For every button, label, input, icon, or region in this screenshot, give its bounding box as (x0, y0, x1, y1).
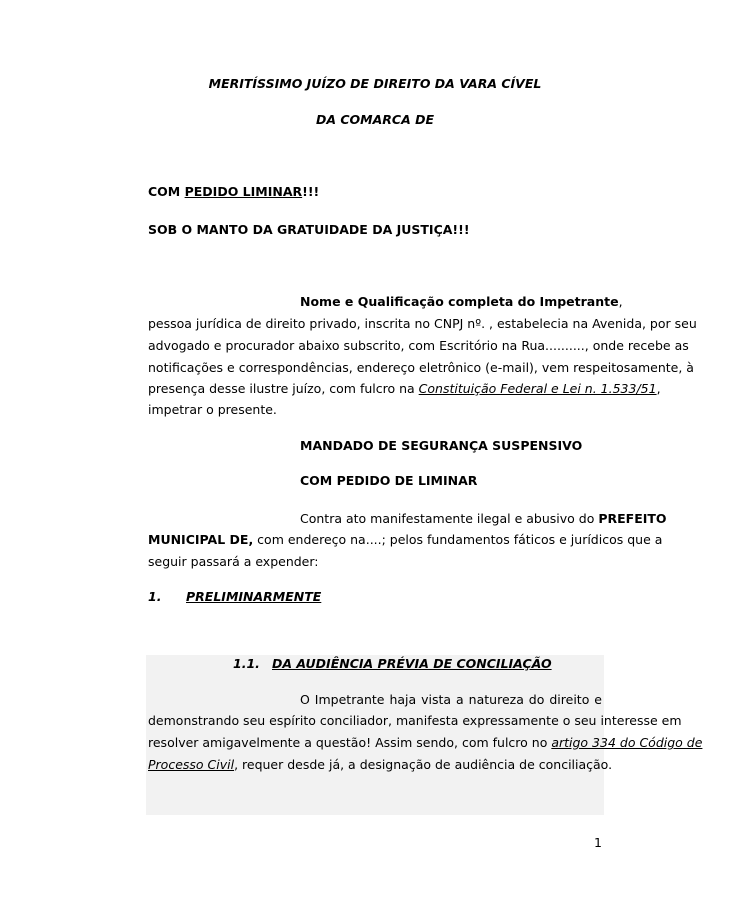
qualification-line-3: advogado e procurador abaixo subscrito, com Escritório na Rua.........., onde recebe as (148, 338, 689, 353)
action-title-2: COM PEDIDO DE LIMINAR (300, 473, 478, 488)
against-line-1: Contra ato manifestamente ilegal e abusivo do PREFEITO (300, 511, 667, 526)
law-reference: Constituição Federal e Lei n. 1.533/51 (418, 381, 657, 396)
qualification-line-2: pessoa jurídica de direito privado, inscrita no CNPJ nº. , estabelecia na Avenida, por seu (148, 316, 697, 331)
header-line-2: DA COMARCA DE (315, 112, 435, 127)
section-1-number: 1. (148, 589, 162, 604)
conciliation-line-1: O Impetrante haja vista a natureza do direito e (300, 692, 602, 707)
section-1-title: PRELIMINARMENTE (186, 589, 322, 604)
action-title-1: MANDADO DE SEGURANÇA SUSPENSIVO (300, 438, 583, 453)
conciliation-line-2: demonstrando seu espírito conciliador, manifesta expressamente o seu interesse em (148, 713, 682, 728)
qualification-line-4: notificações e correspondências, endereço eletrônico (e-mail), vem respeitosamente, à (148, 360, 694, 375)
impetrante-name: Nome e Qualificação completa do Impetrante, (300, 294, 623, 309)
header-line-1: MERITÍSSIMO JUÍZO DE DIREITO DA VARA CÍVEL (208, 76, 542, 91)
section-1-1-number: 1.1. (233, 656, 260, 671)
section-1-1-title: DA AUDIÊNCIA PRÉVIA DE CONCILIAÇÃO (272, 656, 552, 671)
conciliation-line-3: resolver amigavelmente a questão! Assim sendo, com fulcro no artigo 334 do Código de (148, 735, 703, 750)
cpc-reference: artigo 334 do Código de (551, 735, 703, 750)
qualification-line-6: impetrar o presente. (148, 402, 277, 417)
page-number: 1 (594, 835, 602, 850)
qualification-line-5: presença desse ilustre juízo, com fulcro na Constituição Federal e Lei n. 1.533/51, (148, 381, 661, 396)
pedido-liminar-note: COM PEDIDO LIMINAR!!! (148, 184, 320, 199)
gratuidade-note: SOB O MANTO DA GRATUIDADE DA JUSTIÇA!!! (148, 222, 470, 237)
against-line-2: MUNICIPAL DE, com endereço na....; pelos fundamentos fáticos e jurídicos que a (148, 532, 663, 547)
against-line-3: seguir passará a expender: (148, 554, 319, 569)
conciliation-line-4: Processo Civil, requer desde já, a designação de audiência de conciliação. (148, 757, 613, 772)
